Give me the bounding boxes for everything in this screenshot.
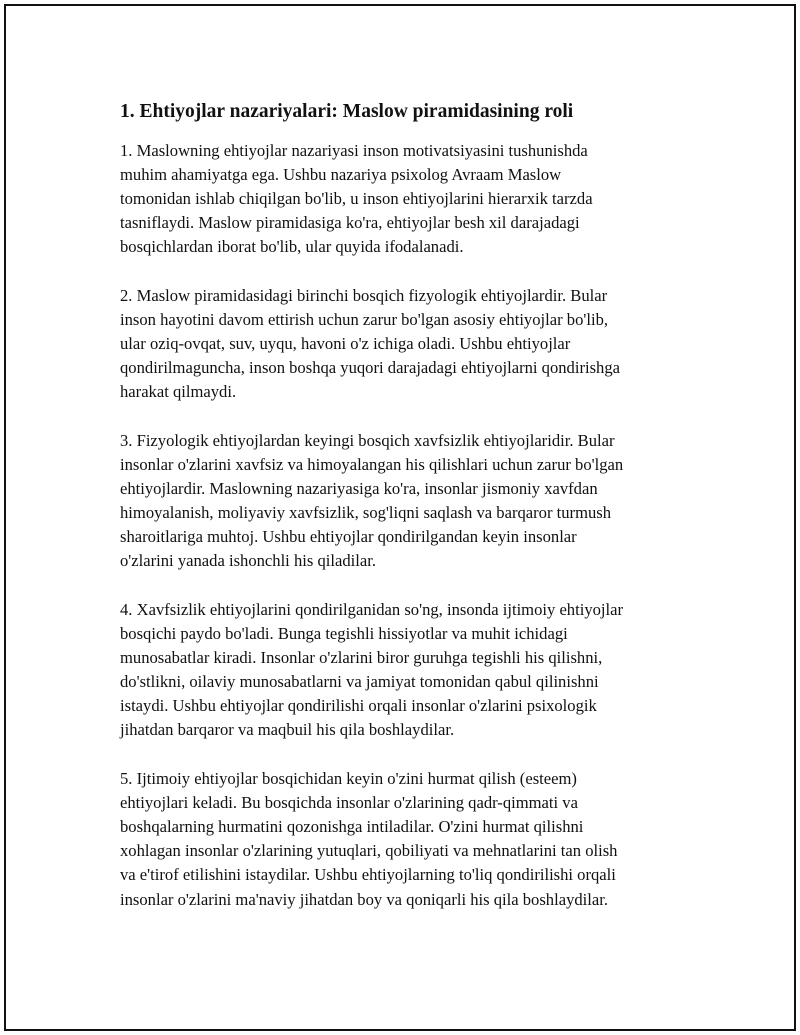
paragraph-2 bbox=[120, 284, 700, 404]
paragraph-line: ehtiyojlari keladi. Bu bosqichda insonlar o'zlarining qadr-qimmati va bbox=[120, 793, 578, 813]
paragraph-line: 1. Maslowning ehtiyojlar nazariyasi inson motivatsiyasini tushunishda bbox=[120, 141, 588, 160]
paragraph-line: va e'tirof etilishini istaydilar. Ushbu ehtiyojlarning to'liq qondirilishi orqali bbox=[120, 865, 616, 885]
paragraph-line: o'zlarini yanada ishonchli his qiladilar. bbox=[120, 551, 376, 571]
paragraph-5 bbox=[120, 767, 700, 912]
paragraph-line: muhim ahamiyatga ega. Ushbu nazariya psixolog Avraam Maslow bbox=[120, 165, 562, 185]
paragraph-line: munosabatlar kiradi. Insonlar o'zlarini biror guruhga tegishli his qilishni, bbox=[120, 648, 603, 668]
paragraph-line: boshqalarning hurmatini qozonishga intiladilar. O'zini hurmat qilishni bbox=[120, 817, 584, 837]
paragraph-line: ehtiyojlardir. Maslowning nazariyasiga ko'ra, insonlar jismoniy xavfdan bbox=[120, 479, 598, 499]
paragraph-line: 2. Maslow piramidasidagi birinchi bosqich fizyologik ehtiyojlardir. Bular bbox=[120, 285, 608, 305]
paragraph-line: 3. Fizyologik ehtiyojlardan keyingi bosqich xavfsizlik ehtiyojlaridir. Bular bbox=[120, 430, 615, 450]
paragraph-line: harakat qilmaydi. bbox=[120, 382, 237, 402]
paragraph-line: ular oziq-ovqat, suv, uyqu, havoni o'z ichiga oladi. Ushbu ehtiyojlar bbox=[120, 334, 571, 354]
paragraph-line: tomonidan ishlab chiqilgan bo'lib, u inson ehtiyojlarini hierarxik tarzda bbox=[120, 189, 593, 209]
paragraph-line: insonlar o'zlarini ma'naviy jihatdan boy va qoniqarli his qila boshlaydilar. bbox=[120, 889, 609, 909]
paragraph-line: qondirilmaguncha, inson boshqa yuqori darajadagi ehtiyojlarni qondirishga bbox=[120, 358, 621, 378]
paragraph-3 bbox=[120, 429, 700, 574]
paragraph-line: tasniflaydi. Maslow piramidasiga ko'ra, ehtiyojlar besh xil darajadagi bbox=[120, 213, 580, 233]
paragraph-line: xohlagan insonlar o'zlarining yutuqlari, qobiliyati va mehnatlarini tan olish bbox=[120, 841, 618, 861]
paragraph-line: 4. Xavfsizlik ehtiyojlarini qondirilganidan so'ng, insonda ijtimoiy ehtiyojlar bbox=[120, 600, 624, 619]
paragraph-line: jihatdan barqaror va maqbuil his qila boshlaydilar. bbox=[120, 720, 455, 740]
paragraph-line: bosqichi paydo bo'ladi. Bunga tegishli hissiyotlar va muhit ichidagi bbox=[120, 624, 568, 644]
paragraph-line: himoyalanish, moliyaviy xavfsizlik, sog'liqni saqlash va barqaror turmush bbox=[120, 503, 612, 523]
document-body bbox=[120, 98, 700, 936]
paragraph-line: bosqichlardan iborat bo'lib, ular quyida ifodalanadi. bbox=[120, 237, 464, 257]
paragraph-line: 5. Ijtimoiy ehtiyojlar bosqichidan keyin o'zini hurmat qilish (esteem) bbox=[120, 769, 577, 789]
paragraph-line: sharoitlariga muhtoj. Ushbu ehtiyojlar qondirilgandan keyin insonlar bbox=[120, 527, 577, 547]
paragraph-line: insonlar o'zlarini xavfsiz va himoyalangan his qilishlari uchun zarur bo'lgan bbox=[120, 455, 624, 475]
paragraph-line: inson hayotini davom ettirish uchun zarur bo'lgan asosiy ehtiyojlar bo'lib, bbox=[120, 310, 609, 330]
paragraph-1 bbox=[120, 139, 700, 259]
page-frame bbox=[4, 4, 796, 1031]
paragraph-line: istaydi. Ushbu ehtiyojlar qondirilishi orqali insonlar o'zlarini psixologik bbox=[120, 696, 597, 716]
paragraph-line: do'stlikni, oilaviy munosabatlarni va jamiyat tomonidan qabul qilinishni bbox=[120, 672, 599, 692]
paragraph-4 bbox=[120, 598, 700, 743]
document-title: 1. Ehtiyojlar nazariyalari: Maslow piramidasining roli bbox=[120, 101, 574, 122]
